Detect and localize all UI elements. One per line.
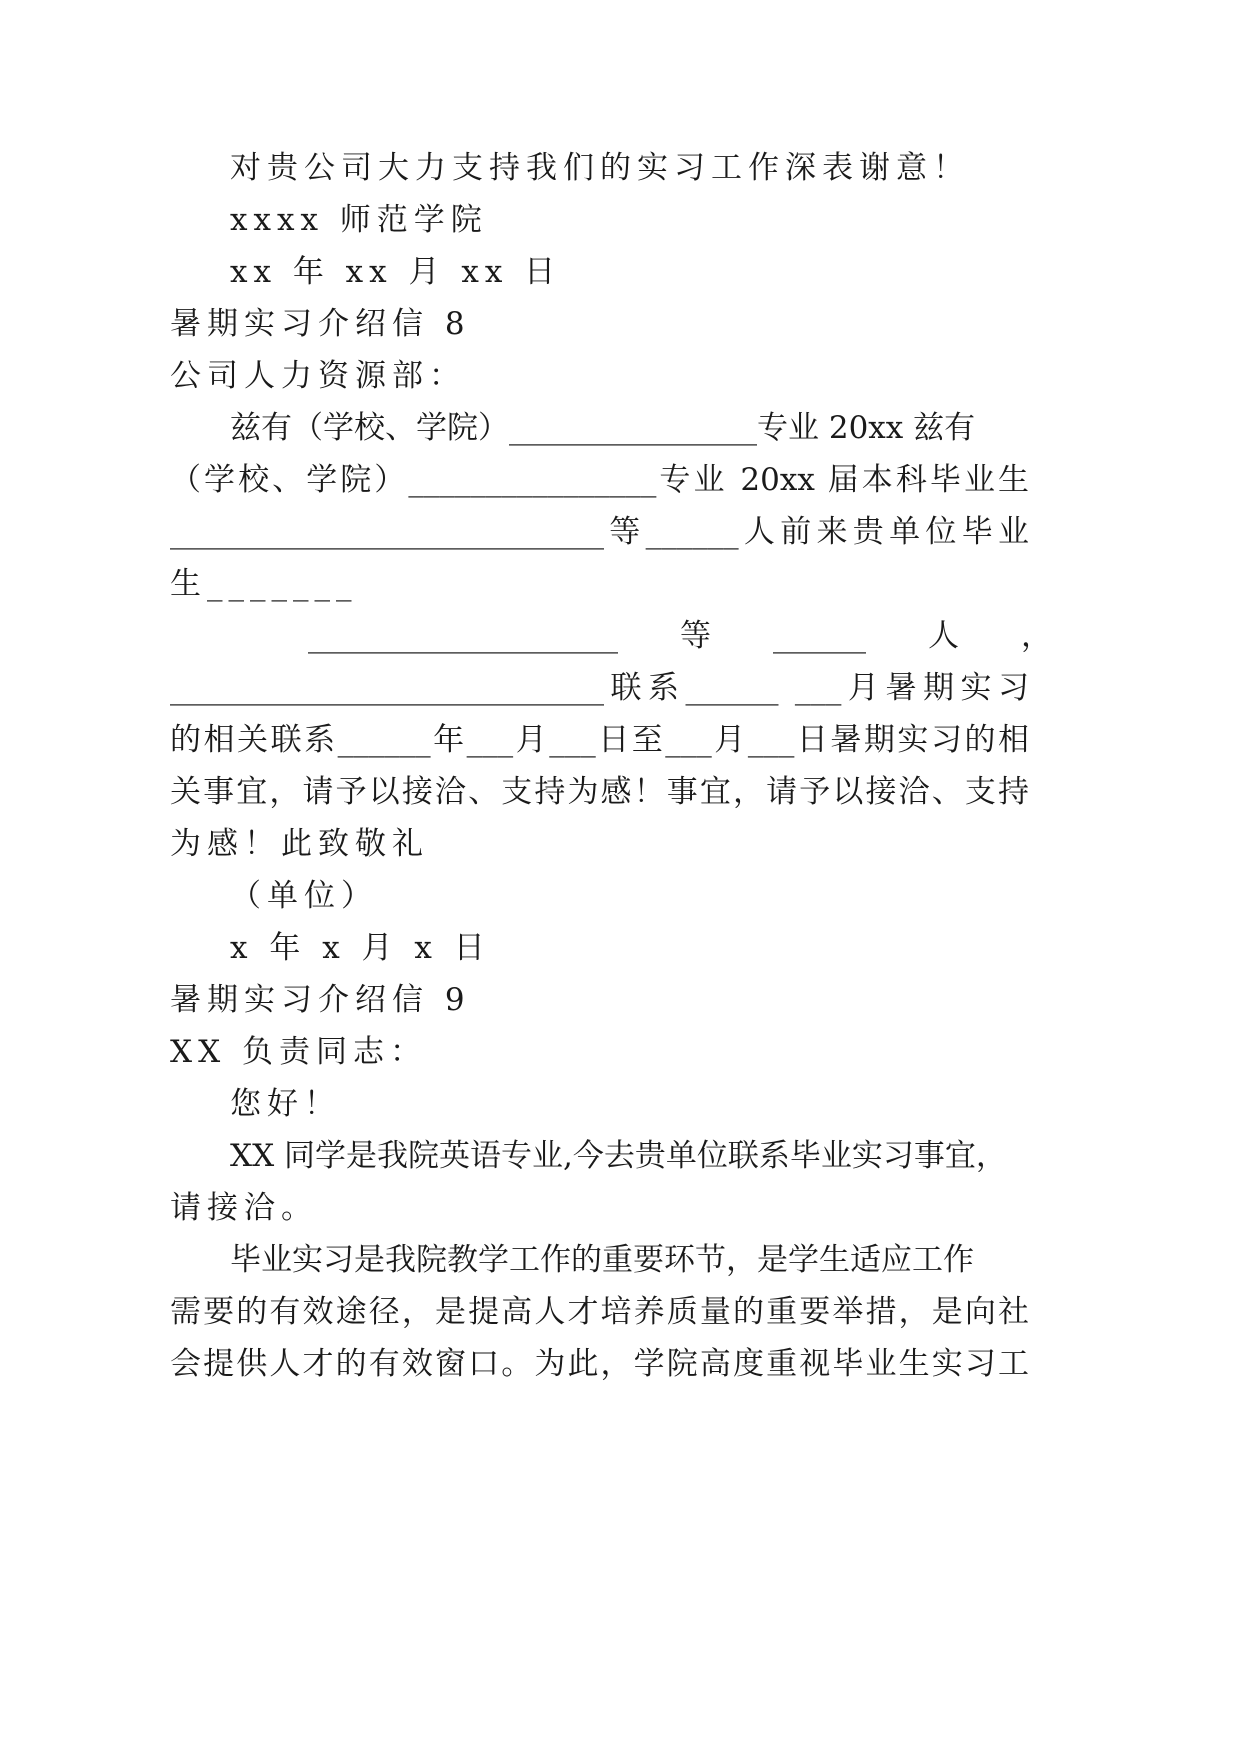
section-heading: 暑期实习介绍信 8 bbox=[170, 306, 471, 342]
signature-unit: （单位） bbox=[230, 878, 378, 914]
section-heading: 暑期实习介绍信 9 bbox=[170, 982, 471, 1018]
text-line: 生_______ bbox=[170, 566, 358, 602]
text-line: 兹有（学校、学院）________________专业 20xx 兹有 bbox=[230, 410, 976, 446]
text-line: （学校、学院）________________专业 20xx 届本科毕业生 bbox=[170, 462, 1029, 498]
text-line: 关事宜，请予以接洽、支持为感！事宜，请予以接洽、支持 bbox=[170, 774, 1029, 810]
text-line: 会提供人才的有效窗口。为此，学院高度重视毕业生实习工 bbox=[170, 1346, 1029, 1382]
text-line: 需要的有效途径，是提高人才培养质量的重要举措，是向社 bbox=[170, 1294, 1029, 1330]
salutation: XX 负责同志： bbox=[170, 1034, 427, 1070]
signature-date: x 年 x 月 x 日 bbox=[230, 930, 491, 966]
text-line: 毕业实习是我院教学工作的重要环节，是学生适应工作 bbox=[230, 1242, 974, 1278]
closing-text: 为感！此致敬礼 bbox=[170, 826, 429, 862]
salutation: 公司人力资源部： bbox=[170, 358, 466, 394]
text-line: xxxx 师范学院 bbox=[230, 202, 488, 238]
text-line: ____________________________联系______ ___月暑期实习 bbox=[170, 670, 1029, 706]
text-line: XX 同学是我院英语专业,今去贵单位联系毕业实习事宜， bbox=[230, 1138, 1007, 1174]
text-line: ____________________________等______人前来贵单位毕业 bbox=[170, 514, 1029, 550]
text-line: 对贵公司大力支持我们的实习工作深表谢意！ bbox=[230, 150, 970, 186]
text-line: 的相关联系______年___月___日至___月___日暑期实习的相 bbox=[170, 722, 1029, 758]
text-line: xx 年 xx 月 xx 日 bbox=[230, 254, 562, 290]
text-line: 请接洽。 bbox=[170, 1190, 318, 1226]
greeting: 您好！ bbox=[230, 1086, 341, 1122]
text-line: ____________________ 等 ______ 人 ， bbox=[308, 618, 1052, 654]
